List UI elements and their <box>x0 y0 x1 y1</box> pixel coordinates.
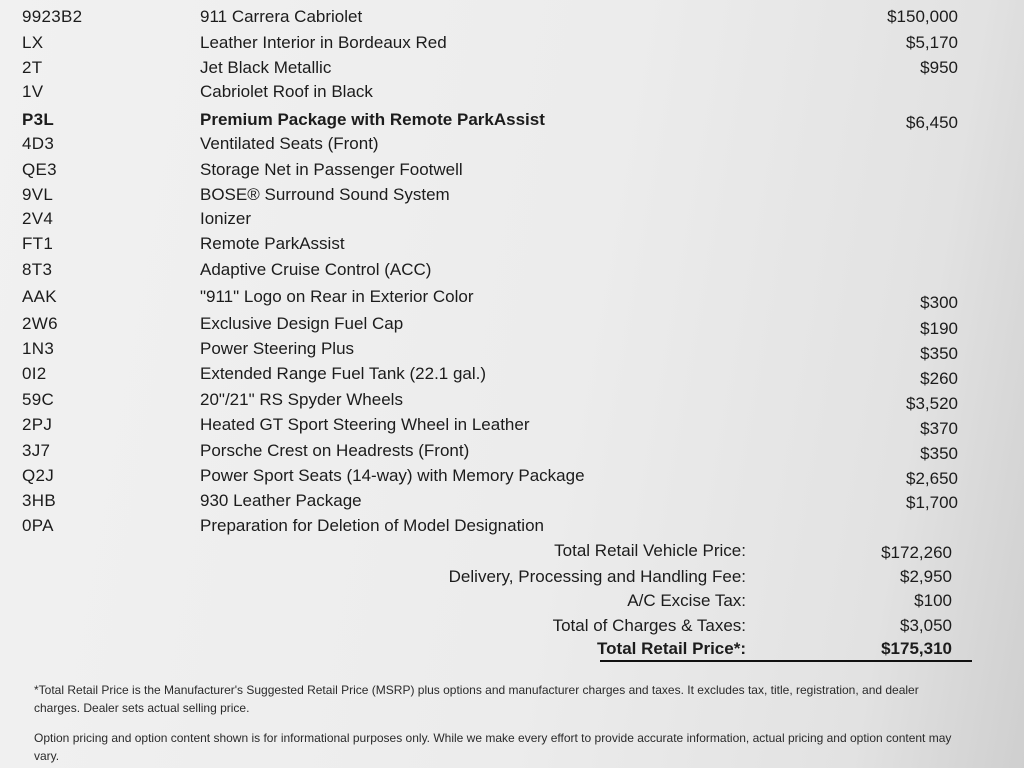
option-code: 2W6 <box>22 314 58 333</box>
option-row <box>0 387 1024 412</box>
option-price: $350 <box>920 344 958 363</box>
option-code: 0I2 <box>22 364 47 383</box>
option-row <box>0 311 1024 336</box>
option-row <box>0 284 1024 312</box>
summary-label: Delivery, Processing and Handling Fee: <box>448 567 746 586</box>
option-description: 20"/21" RS Spyder Wheels <box>200 390 403 409</box>
option-description: Extended Range Fuel Tank (22.1 gal.) <box>200 364 487 383</box>
option-code: 3J7 <box>22 441 51 460</box>
option-code: FT1 <box>22 234 54 253</box>
option-code: 2PJ <box>22 415 53 434</box>
total-retail-price: $175,310 <box>881 639 952 658</box>
option-description: Ventilated Seats (Front) <box>200 134 379 153</box>
option-code: 59C <box>22 390 55 409</box>
option-description: Heated GT Sport Steering Wheel in Leather <box>200 415 530 434</box>
option-price: $5,170 <box>906 33 958 52</box>
option-row <box>0 231 1024 256</box>
summary-value: $172,260 <box>881 543 952 562</box>
msrp-footnote: *Total Retail Price is the Manufacturer's Suggested Retail Price (MSRP) plus options and manufacturer charges and taxes. It excludes tax, title, registration, and dealer charges. Dealer sets actual selling price. <box>34 683 919 715</box>
summary-label: Total Retail Price*: <box>597 639 746 658</box>
summary-row <box>0 589 1024 613</box>
option-row <box>0 131 1024 156</box>
summary-row-total <box>0 637 1024 661</box>
option-price: $950 <box>920 58 958 77</box>
option-code: P3L <box>22 110 55 129</box>
option-row <box>0 55 1024 80</box>
option-code: AAK <box>22 287 57 306</box>
option-row <box>0 488 1024 513</box>
option-code: 2V4 <box>22 209 54 228</box>
option-description: Jet Black Metallic <box>200 58 332 77</box>
option-code: 3HB <box>22 491 56 510</box>
option-price: $2,650 <box>906 469 958 488</box>
option-description: Exclusive Design Fuel Cap <box>200 314 404 333</box>
option-price: $190 <box>920 319 958 338</box>
option-description: Adaptive Cruise Control (ACC) <box>200 260 432 279</box>
option-row <box>0 107 1024 132</box>
option-description: Cabriolet Roof in Black <box>200 82 373 101</box>
summary-row <box>0 539 1024 563</box>
option-code: 8T3 <box>22 260 53 279</box>
option-row <box>0 361 1024 386</box>
option-row <box>0 206 1024 231</box>
summary-row <box>0 565 1024 589</box>
option-code: Q2J <box>22 466 55 485</box>
option-row <box>0 463 1024 488</box>
option-price: $150,000 <box>887 7 958 26</box>
option-description: Ionizer <box>200 209 252 228</box>
option-price: $3,520 <box>906 394 958 413</box>
option-row <box>0 30 1024 55</box>
option-description: Porsche Crest on Headrests (Front) <box>200 441 470 460</box>
option-row <box>0 513 1024 538</box>
total-underline <box>600 660 972 662</box>
option-code: 9923B2 <box>22 7 83 26</box>
summary-value: $3,050 <box>900 616 952 635</box>
summary-label: A/C Excise Tax: <box>627 591 746 610</box>
option-row <box>0 157 1024 182</box>
option-price: $260 <box>920 369 958 388</box>
option-description: Leather Interior in Bordeaux Red <box>200 33 447 52</box>
option-description: 911 Carrera Cabriolet <box>200 7 363 26</box>
option-price: $300 <box>920 293 958 312</box>
option-code: 4D3 <box>22 134 55 153</box>
summary-value: $2,950 <box>900 567 952 586</box>
option-row <box>0 412 1024 437</box>
option-row <box>0 438 1024 463</box>
option-code: 1N3 <box>22 339 55 358</box>
option-price: $1,700 <box>906 493 958 512</box>
option-price: $370 <box>920 419 958 438</box>
option-description: Power Steering Plus <box>200 339 355 358</box>
option-row <box>0 182 1024 207</box>
option-description: Preparation for Deletion of Model Designation <box>200 516 544 535</box>
option-code: 2T <box>22 58 43 77</box>
option-row <box>0 4 1024 29</box>
option-row <box>0 257 1024 282</box>
summary-value: $100 <box>914 591 952 610</box>
option-description: Power Sport Seats (14-way) with Memory Package <box>200 466 585 485</box>
option-row <box>0 336 1024 361</box>
option-row <box>0 79 1024 104</box>
summary-label: Total of Charges & Taxes: <box>552 616 746 635</box>
option-code: QE3 <box>22 160 57 179</box>
option-description: "911" Logo on Rear in Exterior Color <box>200 287 474 306</box>
option-price: $6,450 <box>906 113 958 132</box>
option-description: Storage Net in Passenger Footwell <box>200 160 463 179</box>
summary-label: Total Retail Vehicle Price: <box>554 541 746 560</box>
pricing-disclaimer: Option pricing and option content shown is for informational purposes only. While we make every effort to provide accurate information, actual pricing and option content may vary. <box>34 731 952 763</box>
option-code: LX <box>22 33 44 52</box>
option-code: 0PA <box>22 516 54 535</box>
option-description: Remote ParkAssist <box>200 234 345 253</box>
option-description: 930 Leather Package <box>200 491 362 510</box>
option-price: $350 <box>920 444 958 463</box>
option-description: BOSE® Surround Sound System <box>200 185 450 204</box>
option-code: 9VL <box>22 185 54 204</box>
option-code: 1V <box>22 82 44 101</box>
option-description: Premium Package with Remote ParkAssist <box>200 110 545 129</box>
summary-row <box>0 614 1024 638</box>
